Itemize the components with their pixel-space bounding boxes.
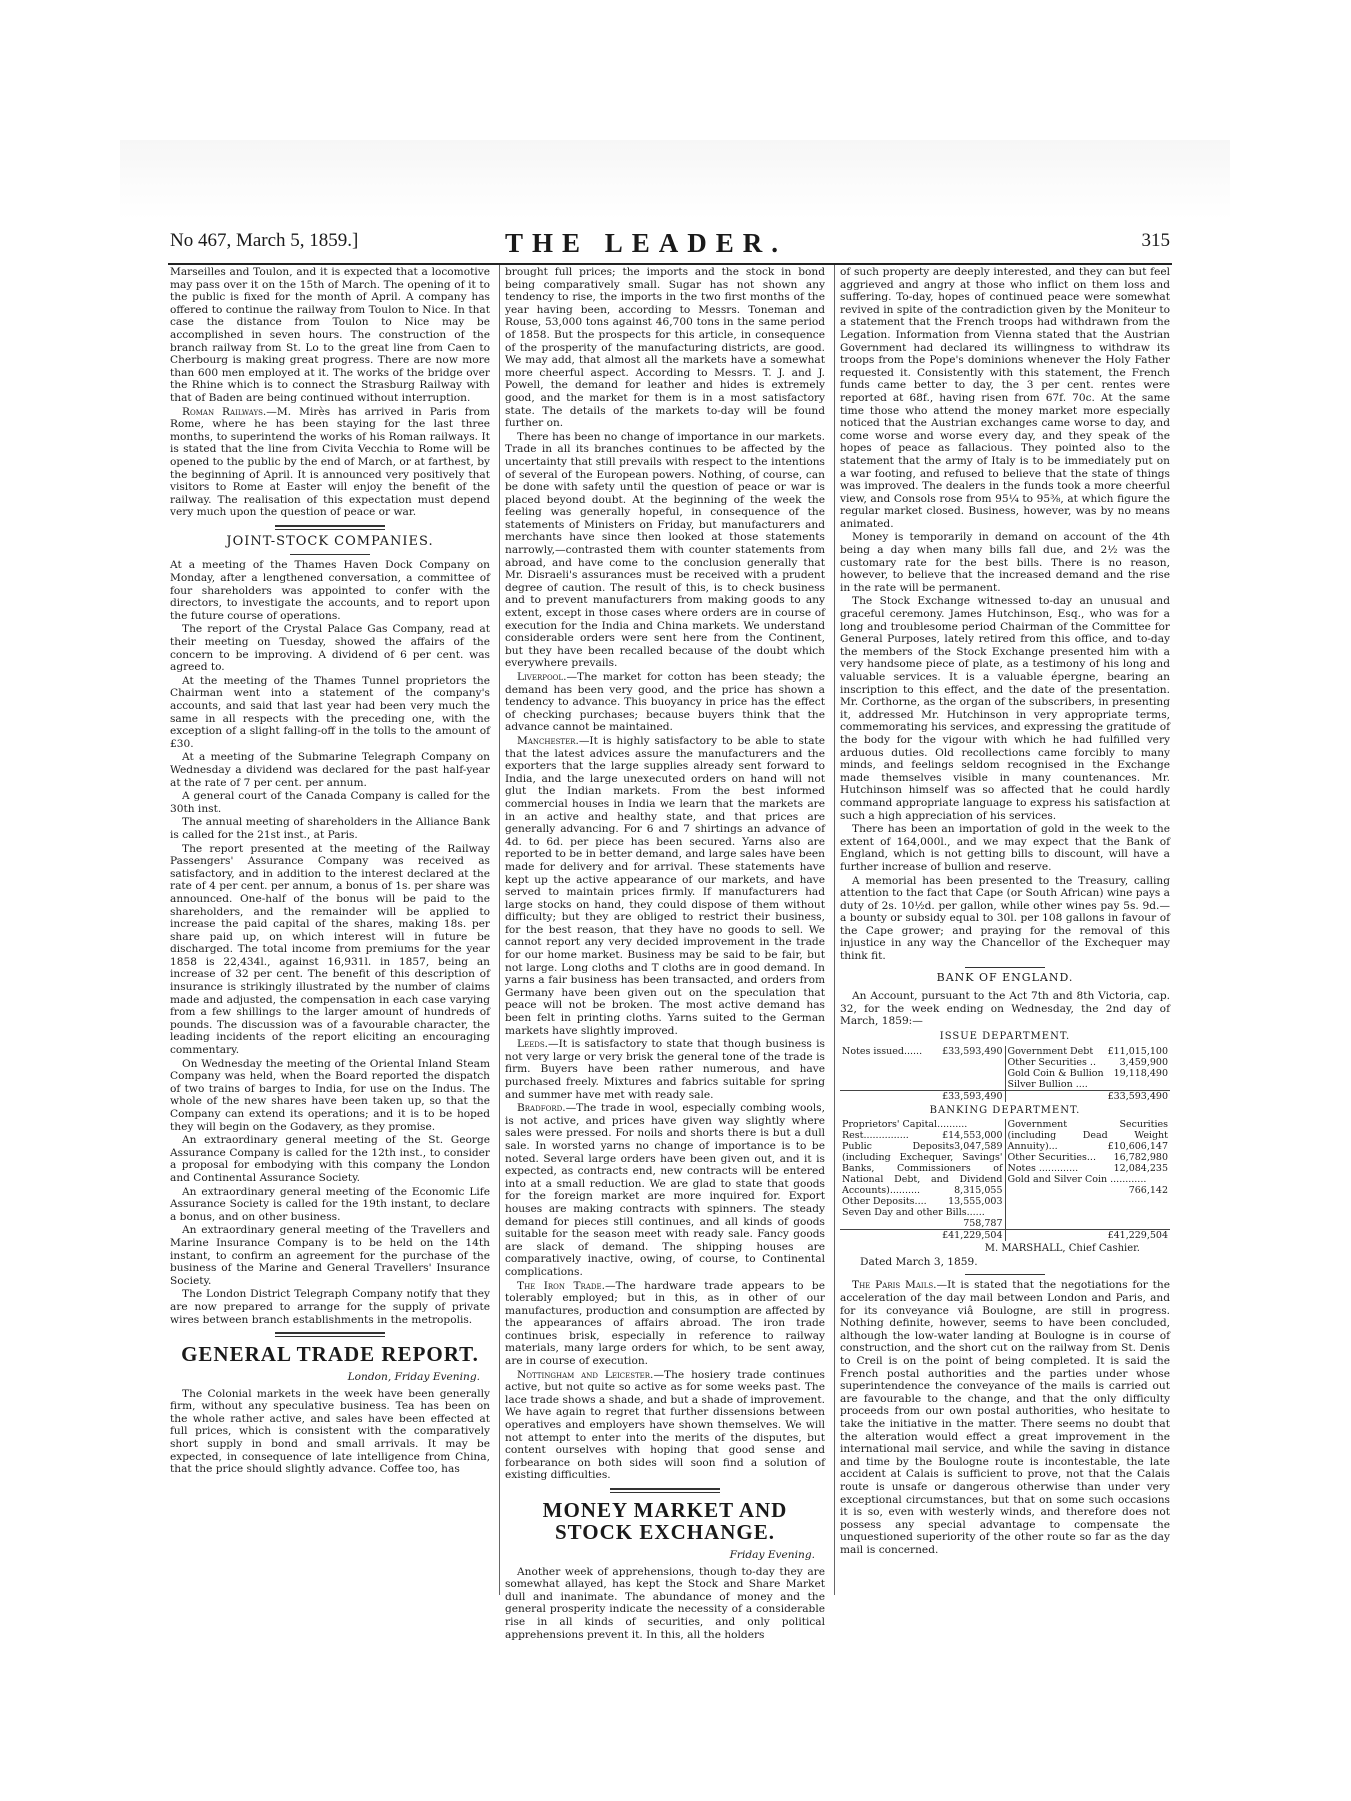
- issue-date: No 467, March 5, 1859.]: [170, 230, 359, 251]
- issue-department-heading: ISSUE DEPARTMENT.: [939, 1031, 1071, 1043]
- masthead-rule: [168, 263, 1172, 265]
- section-rule: [275, 525, 385, 530]
- masthead: [170, 228, 1170, 260]
- table-cell: £41,229,504: [840, 1230, 1005, 1242]
- paragraph: There has been no change of importance in our markets. Trade in all its branches continues to be affected by the uncertainty that still prevails with respect to the intentions of several of the European powers. Nothing, of course, can be done with safety until the question of peace or war is placed beyond doubt. At the beginning of the week the feeling was generally hopeful, in consequence of the statements of Ministers on Friday, but manufacturers and merchants have since then looked at those statements narrowly,—contrasted them with counter statements from abroad, and have come to the conclusion generally that Mr. Disraeli's assurances must be received with a prudent degree of caution. The result of this, is to check business and to prevent manufacturers from making goods to any extent, except in those cases where orders are in course of execution for the India and China markets. We understand considerable orders were sent here from the Continent, but they have been recalled because of the doubt which everywhere prevails.: [505, 430, 825, 670]
- scan-shading: [120, 140, 1230, 220]
- paragraph: There has been an importation of gold in the week to the extent of 164,000l., and we may expect that the Bank of England, which is not getting bills to discount, will have a further increase of bullion and reserve.: [840, 823, 1170, 873]
- run-in-head: The Iron Trade.: [517, 1279, 605, 1292]
- paragraph: Manchester.—It is highly satisfactory to be able to state that the latest advices assure the manufacturers and the exporters that the large supplies already sent forward to India, and the large unexecuted orders on hand will not glut the Indian markets. From the best informed commercial houses in India we learn that the markets are in an active and healthy state, and that prices are generally advancing. For 6 and 7 shirtings an advance of 4d. to 6d. per piece has been secured. Yarns also are reported to be in better demand, and large sales have been made for delivery and for arrival. These statements have kept up the active appearance of our markets, and have served to maintain prices firmly. If manufacturers had large stocks on hand, they could dispose of them without difficulty; but they are obliged to restrict their business, for the best reason, that they have no goods to sell. We cannot report any very decided improvement in the trade for our home market. Business may be said to be fair, but not large. Long cloths and T cloths are in good demand. In yarns a fair business has been transacted, and orders from Germany have been given out on the speculation that peace will not be broken. The most active demand has been felt in printing cloths. Yarns suited to the German markets have slightly improved.: [505, 734, 825, 1037]
- paragraph: An extraordinary general meeting of the Economic Life Assurance Society is called for the 19th instant, to declare a bonus, and on other business.: [170, 1185, 490, 1223]
- paragraph: The Colonial markets in the week have been generally firm, without any speculative business. Tea has been on the whole rather active, and sales have been effected at full prices, which is consistent with the comparatively short supply in bond and small arrivals. It may be expected, in consequence of late intelligence from China, that the price should slightly advance. Coffee too, has: [170, 1387, 490, 1476]
- column-3: [840, 266, 1170, 1557]
- signature: M. MARSHALL, Chief Cashier.: [984, 1243, 1140, 1255]
- paragraph: Marseilles and Toulon, and it is expected that a locomotive may pass over it on the 15th of March. The opening of it to the public is fixed for the month of April. A company has offered to continue the railway from Toulon to Nice. In that case the distance from Toulon to Nice may be accomplished in seven hours. The construction of the branch railway from St. Lo to the great line from Caen to Cherbourg is making great progress. There are now more than 600 men employed at it. The works of the bridge over the Rhine which is to connect the Strasburg Railway with that of Baden are being continued without interruption.: [170, 266, 490, 404]
- paragraph: Roman Railways.—M. Mirès has arrived in Paris from Rome, where he has been staying for the last three months, to superintend the works of his Roman railways. It is stated that the line from Civita Vecchia to Rome will be opened to the public by the end of March, or at farthest, by the beginning of April. It is announced very positively that visitors to Rome at Easter will enjoy the benefit of the railway. The realisation of this expectation must depend very much upon the question of peace or war.: [170, 405, 490, 519]
- paragraph: On Wednesday the meeting of the Oriental Inland Steam Company was held, when the Board reported the dispatch of two trains of barges to India, for use on the Indus. The whole of the new shares have been taken up, so that the Company can extend its operations; and it is to be hoped they will begin on the Godavery, as they promise.: [170, 1057, 490, 1133]
- paragraph: At the meeting of the Thames Tunnel proprietors the Chairman went into a statement of the company's accounts, and said that last year had been very much the same in all respects with the preceding one, with the exception of a slight falling-off in the tolls to the amount of £30.: [170, 674, 490, 750]
- section-rule: [965, 967, 1045, 968]
- table-cell: £41,229,504: [1005, 1230, 1170, 1242]
- bank-heading: BANK OF ENGLAND.: [936, 970, 1074, 984]
- table-cell: £33,593,490: [840, 1090, 1005, 1102]
- run-in-head: Nottingham and Leicester.: [517, 1368, 654, 1381]
- run-in-head: Roman Railways.: [182, 405, 267, 418]
- section-rule: [610, 1488, 720, 1493]
- section-rule: [290, 554, 370, 555]
- paragraph: brought full prices; the imports and the stock in bond being comparatively small. Sugar has not shown any tendency to rise, the imports in the two first months of the year having been, according to Messrs. Toneman and Rouse, 53,000 tons against 46,700 tons in the same period of 1858. But the prospects for this article, in consequence of the prosperity of the manufacturing districts, are good. We may add, that almost all the markets have a somewhat more cheerful aspect. According to Messrs. T. J. and J. Powell, the demand for leather and hides is extremely good, and the market for them is in a most satisfactory state. The details of the markets to-day will be found further on.: [505, 266, 825, 430]
- dated-line: Dated March 3, 1859.: [860, 1255, 978, 1268]
- dateline: Friday Evening.: [729, 1549, 815, 1561]
- column-2: [505, 266, 825, 1642]
- run-in-head: Leeds.: [517, 1038, 549, 1051]
- table-total-row: [840, 1090, 1170, 1102]
- paragraph: The Paris Mails.—It is stated that the negotiations for the acceleration of the day mail between London and Paris, and for its conveyance viâ Boulogne, are still in progress. Nothing definite, however, seems to have been concluded, although the low-water landing at Boulogne is in course of construction, and the short cut on the railway from St. Denis to Creil is on the point of being completed. It is said the French postal authorities and the parties under whose superintendence the conveyance of the mails is carried out are favourable to the change, and that the only difficulty proceeds from our own postal authorities, who hesitate to take the initiative in the matter. There seems no doubt that the alteration would effect a great improvement in the international mail service, and while the saving in distance and time by the Boulogne route is incontestable, the late accident at Calais is sufficient to prove, not that the Calais route is unsafe or dangerous otherwise than under very exceptional circumstances, but that on some such occasions it is so, even with westerly winds, and therefore does not possess any special advantage to compensate the unquestioned superiority of the other route so far as the day mail is concerned.: [840, 1279, 1170, 1556]
- paragraph: Nottingham and Leicester.—The hosiery trade continues active, but not quite so active as for some weeks past. The lace trade shows a shade, and but a shade of improvement. We have again to regret that further dissensions between operatives and employers have shown themselves. We will not attempt to enter into the merits of the disputes, but content ourselves with hoping that good sense and forbearance on both sides will soon find a solution of existing difficulties.: [505, 1368, 825, 1482]
- paragraph: Another week of apprehensions, though to-day they are somewhat allayed, has kept the Stock and Share Market dull and inanimate. The abundance of money and the general prosperity indicate the necessity of a considerable rise in all kinds of securities, and only political apprehensions prevent it. In this, all the holders: [505, 1565, 825, 1641]
- paragraph: of such property are deeply interested, and they can but feel aggrieved and angry at those who inflict on them loss and suffering. To-day, hopes of continued peace were somewhat revived in spite of the contradiction given by the Moniteur to a statement that the French troops had withdrawn from the Legation. Information from Vienna stated that the Austrian Government had declared its willingness to withdraw its troops from the Pope's dominions whenever the Holy Father requested it. Consistently with this statement, the French funds came better to day, the 3 per cent. rentes were reported at 68f., having risen from 67f. 70c. At the same time those who attend the money market more especially noticed that the Austrian exchanges came worse to day, and come worse and worse every day, and they speak of the hopes of peace as fallacious. They pointed also to the statement that the army of Italy is to be immediately put on a war footing, and refused to believe that the state of things was improved. The dealers in the funds took a more cheerful view, and Consols rose from 95¼ to 95⅜, at which figure the regular market closed. Business, however, was by no means animated.: [840, 266, 1170, 530]
- paragraph: At a meeting of the Submarine Telegraph Company on Wednesday a dividend was declared for the past half-year at the rate of 7 per cent. per annum.: [170, 751, 490, 789]
- dateline: London, Friday Evening.: [347, 1371, 480, 1384]
- column-divider: [499, 265, 500, 1595]
- table-row: [840, 1119, 1170, 1230]
- table-row: [840, 1046, 1170, 1091]
- section-rule: [275, 1332, 385, 1337]
- run-in-head: The Paris Mails.: [852, 1279, 937, 1292]
- table-cell: Proprietors' Capital.......... £14,553,000 Rest............... 3,047,589 Public Deposits (including Exchequer, Savings' Banks, Commissioners of National Debt, and Dividend Accounts).......... 8,315,055 Other Deposits.... 13,555,003 Seven Day and other Bills...... 758,787: [840, 1119, 1005, 1230]
- issue-department-table: [840, 1046, 1170, 1102]
- paragraph: The annual meeting of shareholders in the Alliance Bank is called for the 21st inst., at Paris.: [170, 816, 490, 841]
- column-1: [170, 266, 490, 1477]
- paragraph: The London District Telegraph Company notify that they are now prepared to arrange for the supply of private wires between branch establishments in the metropolis.: [170, 1288, 490, 1326]
- section-heading-general-trade: GENERAL TRADE REPORT.: [181, 1342, 479, 1367]
- paragraph: Money is temporarily in demand on account of the 4th being a day when many bills fall due, and 2½ was the customary rate for the best bills. There is no reason, however, to believe that the increased demand and the rise in the rate will be permanent.: [840, 531, 1170, 594]
- banking-department-heading: BANKING DEPARTMENT.: [929, 1104, 1081, 1116]
- paragraph: The report presented at the meeting of the Railway Passengers' Assurance Company was received as satisfactory, and in addition to the interest declared at the rate of 4 per cent. per annum, a bonus of 1s. per share was announced. One-half of the bonus will be paid to the shareholders, and the remainder will be applied to increase the paid capital of the shares, making 18s. per share paid up, on which interest will in future be discharged. The total income from premiums for the year 1858 is 22,434l., against 16,931l. in 1857, being an increase of 32 per cent. The benefit of this description of insurance is strikingly illustrated by the number of claims made and adjusted, the compensation in each case varying from a few shillings to the larger amount of hundreds of pounds. The discussion was of a favourable character, the leading incidents of the report eliciting an encouraging commentary.: [170, 842, 490, 1057]
- paragraph: The Iron Trade.—The hardware trade appears to be tolerably employed; but in this, as in other of our manufactures, production and consumption are affected by the appearances of affairs abroad. The iron trade continues brisk, especially in reference to railway materials, many large orders for which, to be sent away, are in course of execution.: [505, 1279, 825, 1368]
- section-heading-money-market: MONEY MARKET AND STOCK EXCHANGE.: [542, 1498, 788, 1544]
- table-cell: Notes issued...... £33,593,490: [840, 1046, 1005, 1091]
- paragraph: Liverpool.—The market for cotton has been steady; the demand has been very good, and the price has shown a tendency to advance. This buoyancy in price has the effect of checking purchases; because buyers think that the advance cannot be maintained.: [505, 671, 825, 734]
- table-total-row: [840, 1230, 1170, 1242]
- banking-department-table: [840, 1119, 1170, 1241]
- paragraph: The Stock Exchange witnessed to-day an unusual and graceful ceremony. James Hutchinson, Esq., who was for a long and troublesome period Chairman of the Committee for General Purposes, lately retired from this office, and to-day the members of the Stock Exchange presented him with a very handsome piece of plate, as a testimony of his long and valuable services. It is a valuable épergne, bearing an inscription to this effect, and the date of the presentation. Mr. Corthorne, as the organ of the subscribers, in presenting it, addressed Mr. Hutchinson in very appropriate terms, commemorating his services, and expressing the gratitude of the body for the vigour with which he had fulfilled very arduous duties. Old recollections came forcibly to many minds, and feelings seldom recognised in the Exchange made themselves visible in many countenances. Mr. Hutchinson himself was so affected that he could hardly command appropriate language to express his satisfaction at such a high appreciation of his services.: [840, 595, 1170, 822]
- page-number: 315: [1141, 230, 1170, 251]
- column-divider: [834, 265, 835, 1595]
- run-in-head: Manchester.: [517, 734, 579, 747]
- section-rule: [965, 1274, 1045, 1275]
- table-cell: Government Debt £11,015,100 Other Securities .. 3,459,900 Gold Coin & Bullion 19,118,490 Silver Bullion ....: [1007, 1045, 1168, 1090]
- paragraph: An extraordinary general meeting of the St. George Assurance Company is called for the 12th inst., to consider a proposal for embodying with this company the London and Continental Assurance Society.: [170, 1134, 490, 1184]
- paragraph: At a meeting of the Thames Haven Dock Company on Monday, after a lengthened conversation, a committee of four shareholders was appointed to confer with the directors, to investigate the accounts, and to report upon the future course of operations.: [170, 559, 490, 622]
- paragraph: Leeds.—It is satisfactory to state that though business is not very large or very brisk the general tone of the trade is firm. Buyers have been rather numerous, and have purchased freely. Mixtures and fabrics suitable for spring and summer have met with ready sale.: [505, 1038, 825, 1101]
- paragraph: An extraordinary general meeting of the Travellers and Marine Insurance Company is to be held on the 14th instant, to confirm an agreement for the purchase of the business of the Marine and General Travellers' Insurance Society.: [170, 1224, 490, 1287]
- run-in-head: Liverpool.: [517, 671, 567, 683]
- paragraph: The report of the Crystal Palace Gas Company, read at their meeting on Tuesday, showed the affairs of the concern to be improving. A dividend of 6 per cent. was agreed to.: [170, 623, 490, 674]
- paragraph: A general court of the Canada Company is called for the 30th inst.: [170, 790, 490, 815]
- paragraph: A memorial has been presented to the Treasury, calling attention to the fact that Cape (or South African) wine pays a duty of 2s. 10½d. per gallon, while other wines pay 5s. 9d.—a bounty or subsidy equal to 30l. per 108 gallons in favour of the Cape grower; and praying for the removal of this injustice in any way the Chancellor of the Exchequer may think fit.: [840, 874, 1170, 963]
- newspaper-title: THE LEADER.: [505, 228, 788, 258]
- paragraph: Bradford.—The trade in wool, especially combing wools, is not active, and prices have given way slightly where sales were pressed. For noils and shorts there is but a dull sale. In worsted yarns no change of importance is to be noted. Several large orders have been given out, and it is expected, as contracts end, new contracts will be entered into at a small reduction. We are glad to state that goods for the foreign market are more inquired for. Export houses are making contracts with spinners. The steady demand for pieces still continues, and all kinds of goods suitable for the season meet with ready sale. Fancy goods are slack of demand. The shipping houses are comparatively inactive, owing, of course, to Continental complications.: [505, 1102, 825, 1278]
- bank-intro: An Account, pursuant to the Act 7th and 8th Victoria, cap. 32, for the week ending on Wednesday, the 2nd day of March, 1859:—: [840, 990, 1170, 1028]
- section-heading-joint-stock: JOINT-STOCK COMPANIES.: [226, 533, 434, 549]
- run-in-head: Bradford.: [517, 1102, 566, 1115]
- table-cell: Government Securities (including Dead Weight Annuity)... £10,606,147 Other Securities... 16,782,980 Notes ............. 12,084,235 Gold and Silver Coin ............ 766,142: [1007, 1119, 1168, 1197]
- table-cell: £33,593,490: [1005, 1090, 1170, 1102]
